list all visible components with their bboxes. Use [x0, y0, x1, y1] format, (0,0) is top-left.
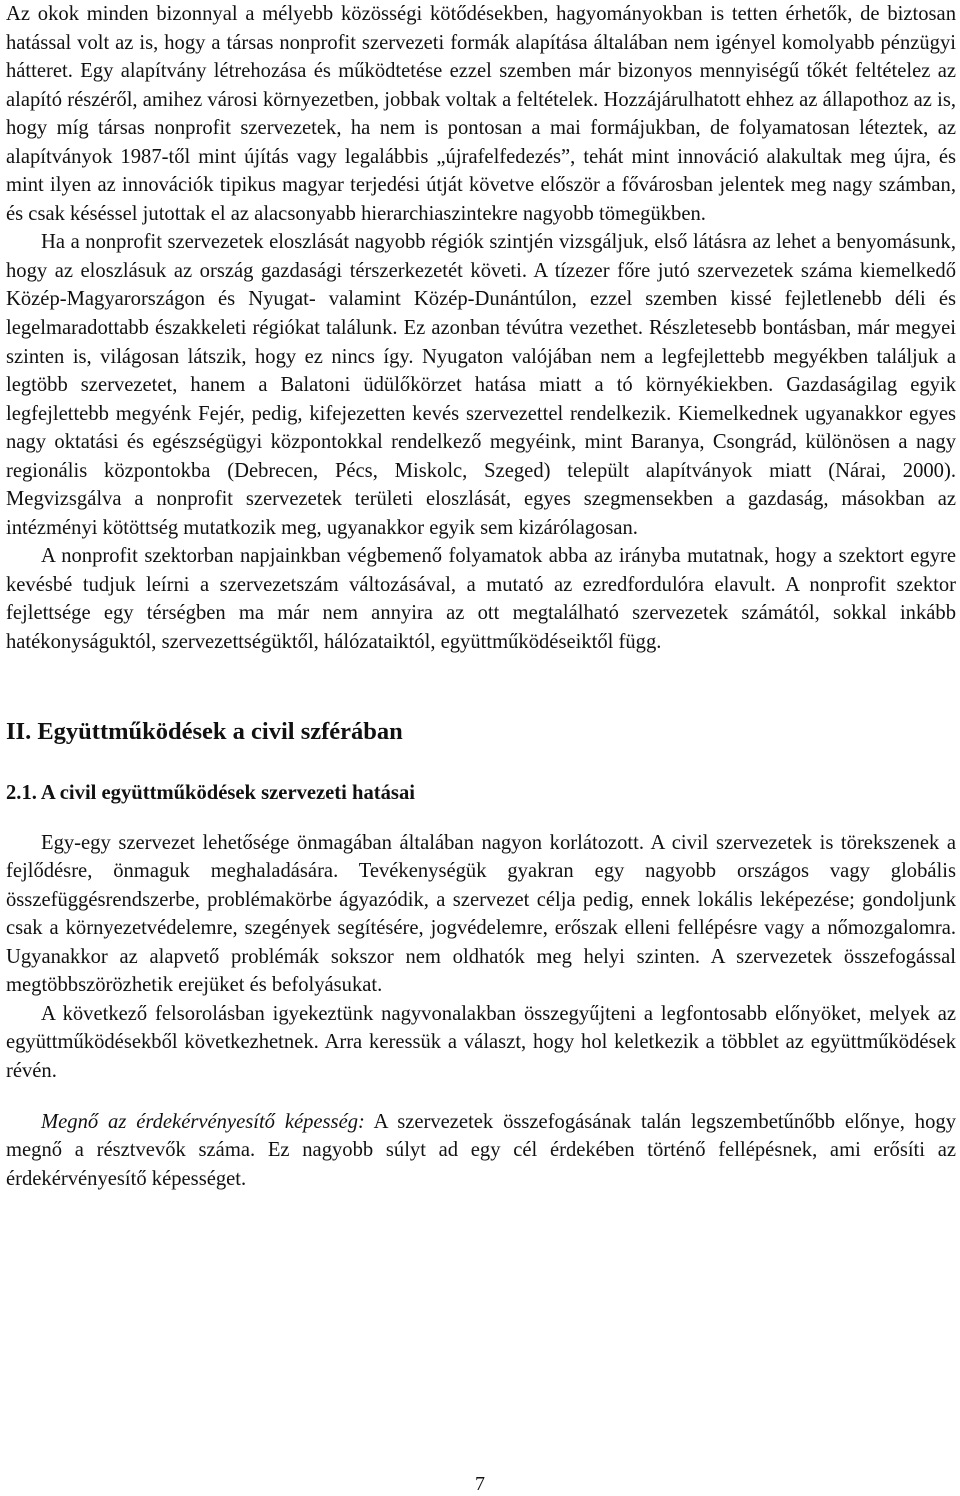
- body-paragraph: Egy-egy szervezet lehetősége önmagában általában nagyon korlátozott. A civil szervezetek is törekszenek a fejlődésre, önmaguk meghaladására. Tevékenységük gyakran egy nagyobb országos vagy globális összefüggésrendszerbe, problémakörbe ágyazódik, a szervezet célja pedig, ennek lokális leképezése; gondoljunk csak a környezetvédelemre, szegények segítésére, jogvédelemre, erőszak elleni fellépésre vagy a nőmozgalomra. Ugyanakkor az alapvető problémák sokszor nem oldhatók meg helyi szinten. A szervezetek összefogással megtöbbszörözhetik erejüket és befolyásukat.: [6, 831, 956, 997]
- body-paragraph: [6, 1108, 956, 1194]
- body-paragraph: Az okok minden bizonnyal a mélyebb közösségi kötődésekben, hagyományokban is tetten érhetők, de biztosan hatással volt az is, hogy a társas nonprofit szervezeti formák alapítása általában nem igényel komolyabb pénzügyi hátteret. Egy alapítvány létrehozása és működtetése ezzel szemben már bizonyos mennyiségű tőkét feltételez az alapító részéről, amihez városi környezetben, jobbak voltak a feltételek. Hozzájárulhatott ehhez az állapothoz az is, hogy míg társas nonprofit szervezetek, ha nem is pontosan a mai formájukban, de folyamatosan léteztek, az alapítványok 1987-től mint újítás vagy legalábbis „újrafelfedezés”, tehát mint innováció alakultak meg újra, és mint ilyen az innovációk tipikus magyar terjedési útját követve először a fővárosban jelentek meg nagy számban, és csak késéssel jutottak el az alacsonyabb hierarchiaszintekre nagyobb tömegükben.: [6, 3, 956, 225]
- italic-lead: Megnő az érdekérvényesítő képesség:: [41, 1110, 365, 1133]
- section-heading: II. Együttműködések a civil szférában: [6, 717, 403, 745]
- page-number: 7: [475, 1473, 485, 1495]
- document-page: [6, 0, 956, 1193]
- body-paragraph: A következő felsorolásban igyekeztünk nagyvonalakban összegyűjteni a legfontosabb előnyöket, melyek az együttműködésekből következhetnek. Arra keressük a választ, hogy hol keletkezik a többlet az együttműködések révén.: [6, 1002, 956, 1082]
- body-paragraph: A nonprofit szektorban napjainkban végbemenő folyamatok abba az irányba mutatnak, hogy a szektort egyre kevésbé tudjuk leírni a szervezetszám változásával, a mutató az ezredfordulóra elavult. A nonprofit szektor fejlettsége egy térségben ma már nem annyira az ott megtalálható szervezetek számától, sokkal inkább hatékonyságuktól, szervezettségüktől, hálózataiktól, együttműködéseiktől függ.: [6, 545, 956, 654]
- body-paragraph: Ha a nonprofit szervezetek eloszlását nagyobb régiók szintjén vizsgáljuk, első látásra az lehet a benyomásunk, hogy az eloszlásuk az ország gazdasági térszerkezetét követi. A tízezer főre jutó szervezetek száma kiemelkedő Közép-Magyarországon és Nyugat- valamint Közép-Dunántúlon, ezzel szemben kissé fejletlenebb déli és legelmaradottabb északkeleti régiókat találunk. Ez azonban tévútra vezethet. Részletesebb bontásban, már megyei szinten is, világosan látszik, hogy ez nincs így. Nyugaton valójában nem a legfejlettebb megyékben találjuk a legtöbb szervezetet, hanem a Balatoni üdülőkörzet hatása miatt a tó környékiekben. Gazdaságilag egyik legfejlettebb megyénk Fejér, pedig, kifejezetten kevés szervezettel rendelkezik. Kiemelkednek ugyanakkor egyes nagy oktatási és egészségügyi központokkal rendelkező megyéink, mint Baranya, Csongrád, különösen a nagy regionális központokba (Debrecen, Pécs, Miskolc, Szeged) települt alapítványok miatt (Nárai, 2000). Megvizsgálva a nonprofit szervezetek területi eloszlását, egyes szegmensekben a gazdaság, másokban az intézményi kötöttség mutatkozik meg, ugyanakkor egyik sem kizárólagosan.: [6, 231, 956, 539]
- paragraph-text: A szervezetek összefogásának talán legszembetűnőbb előnye, hogy megnő a résztvevők száma. Ez nagyobb súlyt ad egy cél érdekében történő fellépésnek, ami erősíti az érdekérvényesítő képességet.: [6, 1110, 956, 1190]
- subsection-heading: 2.1. A civil együttműködések szervezeti hatásai: [6, 781, 415, 804]
